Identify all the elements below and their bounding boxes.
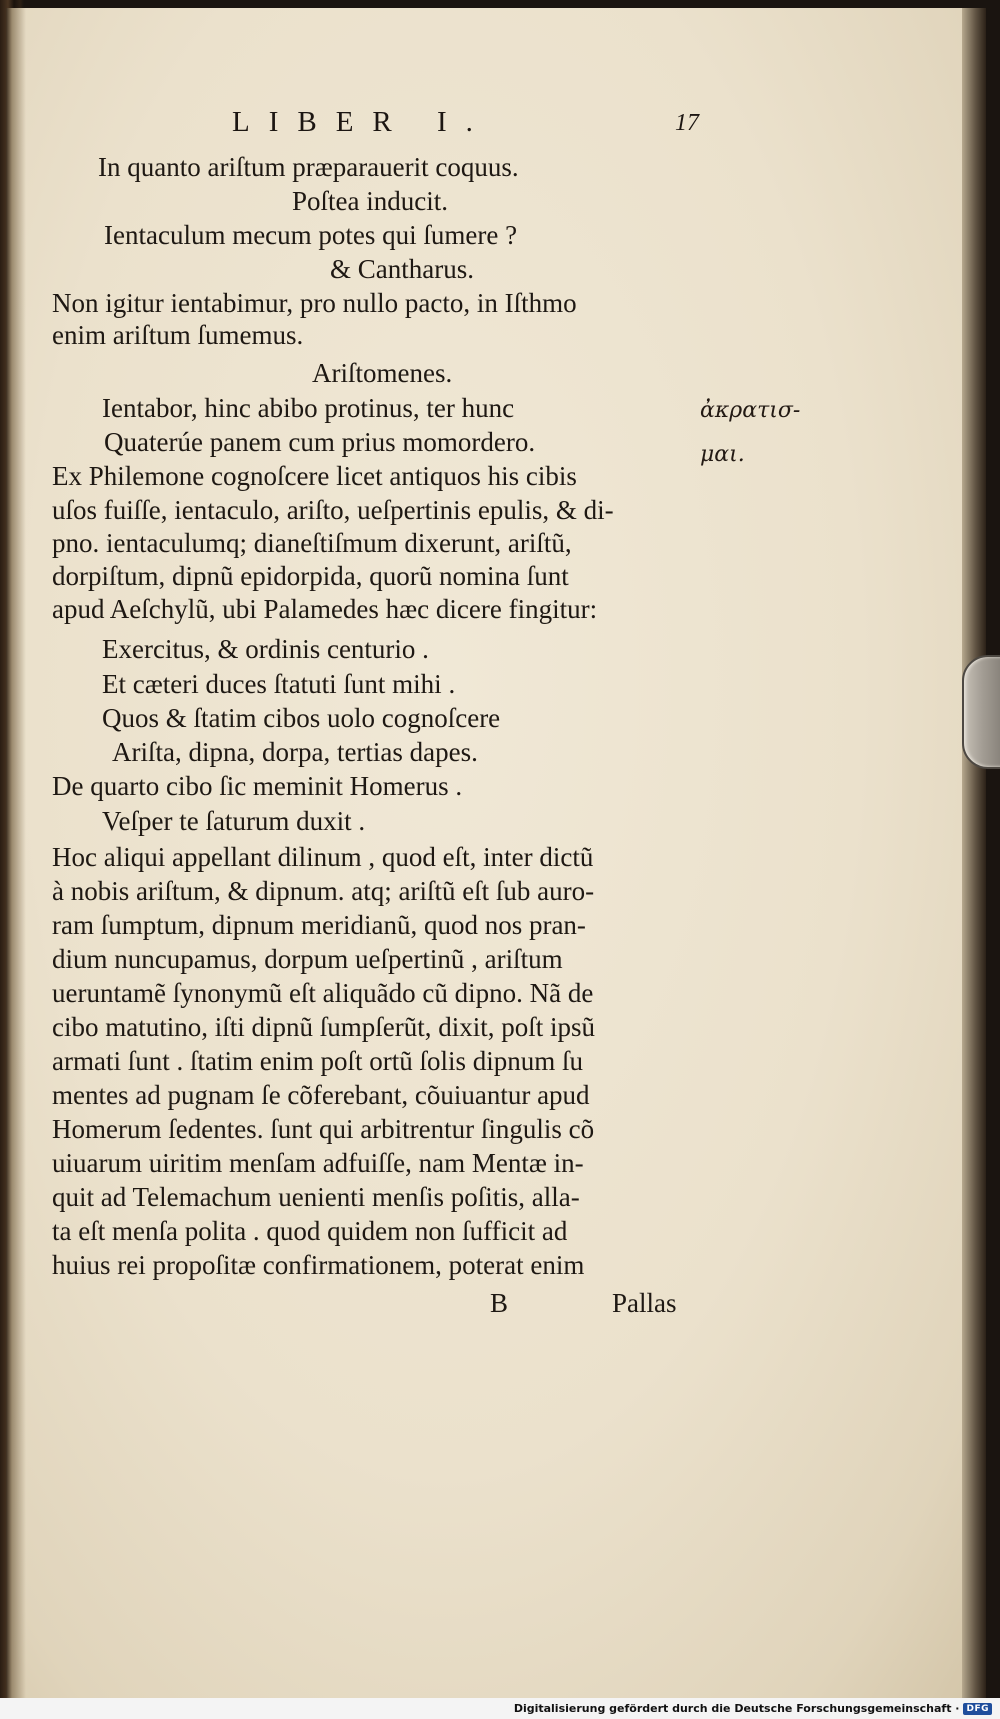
text-line: Quos & ſtatim cibos uolo cognoſcere xyxy=(102,703,501,733)
text-line: Ariſta, dipna, dorpa, tertias dapes. xyxy=(112,737,478,767)
text-line: dorpiſtum, dipnũ epidorpida, quorũ nomina ſunt xyxy=(52,561,569,591)
text-line: armati ſunt . ſtatim enim poſt ortũ ſolis dipnum ſu xyxy=(52,1046,583,1076)
funding-credit-text: Digitalisierung gefördert durch die Deutsche Forschungsgemeinschaft · xyxy=(513,1702,960,1715)
text-line: dium nuncupamus, dorpum ueſpertinũ , ariſtum xyxy=(52,944,563,974)
text-line: De quarto cibo ſic meminit Homerus . xyxy=(52,771,463,801)
running-title: LIBER I. xyxy=(232,106,492,138)
text-line: huius rei propoſitæ confirmationem, poterat enim xyxy=(52,1250,585,1280)
signature-mark: B xyxy=(490,1288,509,1318)
text-line: Poſtea inducit. xyxy=(292,186,448,216)
catchword: Pallas xyxy=(612,1288,677,1318)
text-line: Quaterúe panem cum prius momordero. xyxy=(104,427,536,457)
text-line: Exercitus, & ordinis centurio . xyxy=(102,634,429,664)
text-line: Ientaculum mecum potes qui ſumere ? xyxy=(104,220,518,250)
page-number: 17 xyxy=(675,110,699,136)
text-line: Veſper te ſaturum duxit . xyxy=(102,806,366,836)
binding-edge xyxy=(6,8,26,1698)
text-line: apud Aeſchylũ, ubi Palamedes hæc dicere fingitur: xyxy=(52,594,598,624)
text-line: uiuarum uiritim menſam adfuiſſe, nam Mentæ in- xyxy=(52,1148,584,1178)
text-line: & Cantharus. xyxy=(330,254,474,284)
text-line: ueruntamẽ ſynonymũ eſt aliquãdo cũ dipno. Nã de xyxy=(52,978,594,1008)
text-line: Homerum ſedentes. ſunt qui arbitrentur ſingulis cõ xyxy=(52,1114,595,1144)
margin-note-line: ἀκρατισ- xyxy=(700,398,801,423)
page-fore-edge xyxy=(962,8,986,1698)
text-line: Non igitur ientabimur, pro nullo pacto, in Iſthmo xyxy=(52,288,577,318)
funding-credit xyxy=(514,1702,992,1715)
text-line: In quanto ariſtum præparauerit coquus. xyxy=(98,152,519,182)
text-line: à nobis ariſtum, & dipnum. atq; ariſtũ eſt ſub auro- xyxy=(52,876,595,906)
text-line: Ientabor, hinc abibo protinus, ter hunc xyxy=(102,393,515,423)
text-line: pno. ientaculumq; dianeſtiſmum dixerunt, ariſtũ, xyxy=(52,528,572,558)
text-line: mentes ad pugnam ſe cõferebant, cõuiuantur apud xyxy=(52,1080,590,1110)
text-line: uſos fuiſſe, ientaculo, ariſto, ueſpertinis epulis, & di- xyxy=(52,495,614,525)
text-line: Et cæteri duces ſtatuti ſunt mihi . xyxy=(102,669,456,699)
text-line: cibo matutino, iſti dipnũ ſumpſerũt, dixit, poſt ipsũ xyxy=(52,1012,595,1042)
dfg-logo: DFG xyxy=(963,1703,992,1715)
margin-note-line: μαι. xyxy=(700,442,745,467)
text-line: enim ariſtum ſumemus. xyxy=(52,320,304,350)
text-line: Ariſtomenes. xyxy=(312,358,453,388)
text-line: Ex Philemone cognoſcere licet antiquos his cibis xyxy=(52,461,577,491)
text-line: quit ad Telemachum uenienti menſis poſitis, alla- xyxy=(52,1182,580,1212)
text-line: Hoc aliqui appellant dilinum , quod eſt, inter dictũ xyxy=(52,842,594,872)
text-line: ta eſt menſa polita . quod quidem non ſufficit ad xyxy=(52,1216,568,1246)
book-clasp xyxy=(962,655,1000,769)
text-line: ram ſumptum, dipnum meridianũ, quod nos pran- xyxy=(52,910,586,940)
